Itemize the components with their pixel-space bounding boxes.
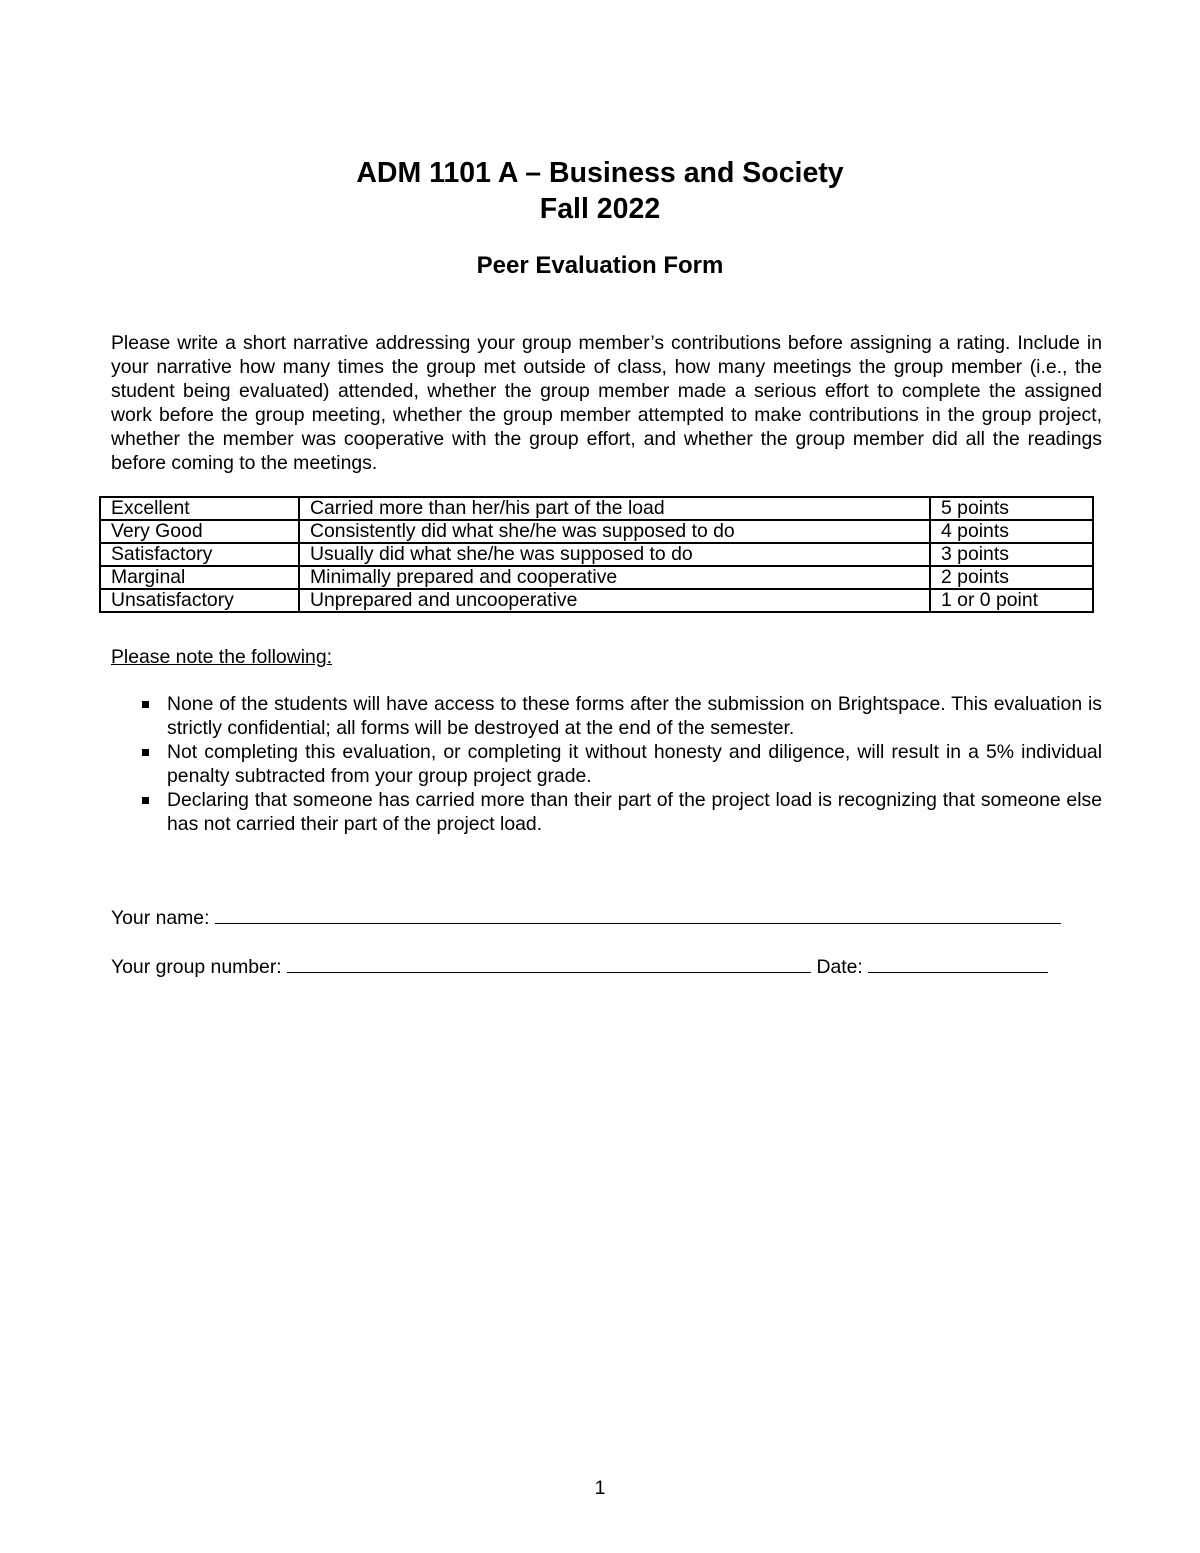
list-item <box>111 788 1102 836</box>
table-row <box>100 543 1093 566</box>
group-label: Your group number: <box>111 956 282 978</box>
table-row <box>100 589 1093 612</box>
note-text: None of the students will have access to these forms after the submission on Brightspace. This evaluation is strictly confidential; all forms will be destroyed at the end of the semester. <box>167 693 1102 739</box>
course-title: ADM 1101 A – Business and Society <box>356 157 844 189</box>
rating-cell: Marginal <box>100 566 299 589</box>
form-title: Peer Evaluation Form <box>476 252 724 279</box>
term-title: Fall 2022 <box>539 193 661 225</box>
rating-cell: Unsatisfactory <box>100 589 299 612</box>
points-cell: 4 points <box>930 520 1093 543</box>
list-item <box>111 740 1102 788</box>
note-text: Declaring that someone has carried more than their part of the project load is recognizing that someone else has not carried their part of the project load. <box>167 789 1102 835</box>
group-number-input-line[interactable] <box>287 954 811 973</box>
name-field-row <box>111 905 1061 930</box>
points-cell: 1 or 0 point <box>930 589 1093 612</box>
points-cell: 3 points <box>930 543 1093 566</box>
note-text: Not completing this evaluation, or completing it without honesty and diligence, will result in a 5% individual penalty subtracted from your group project grade. <box>167 741 1102 787</box>
square-bullet-icon <box>142 701 149 708</box>
square-bullet-icon <box>142 797 149 804</box>
table-row <box>100 497 1093 520</box>
points-cell: 5 points <box>930 497 1093 520</box>
points-cell: 2 points <box>930 566 1093 589</box>
notes-heading <box>111 645 332 669</box>
intro-paragraph: Please write a short narrative addressing your group member’s contributions before assigning a rating. Include in your narrative how many times the group met outside of class, how many meetings the group member (i.e., the student being evaluated) attended, whether the group member made a serious effort to complete the assigned work before the group meeting, whether the group member attempted to make contributions in the group project, whether the member was cooperative with the group effort, and whether the group member did all the readings before coming to the meetings. <box>111 332 1102 474</box>
description-cell: Minimally prepared and cooperative <box>299 566 930 589</box>
table-row <box>100 566 1093 589</box>
date-input-line[interactable] <box>868 954 1048 973</box>
group-field-row <box>111 954 1048 979</box>
rating-cell: Excellent <box>100 497 299 520</box>
name-label: Your name: <box>111 907 210 929</box>
square-bullet-icon <box>142 749 149 756</box>
date-label: Date: <box>816 956 863 978</box>
notes-heading-colon: : <box>326 646 332 668</box>
rating-cell: Very Good <box>100 520 299 543</box>
rating-scale-table <box>99 496 1094 613</box>
page-number: 1 <box>594 1477 606 1499</box>
rating-cell: Satisfactory <box>100 543 299 566</box>
description-cell: Carried more than her/his part of the load <box>299 497 930 520</box>
name-input-line[interactable] <box>215 905 1061 924</box>
description-cell: Unprepared and uncooperative <box>299 589 930 612</box>
notes-heading-text: Please note the following <box>111 646 327 668</box>
description-cell: Consistently did what she/he was supposed to do <box>299 520 930 543</box>
table-row <box>100 520 1093 543</box>
notes-list <box>111 692 1102 836</box>
description-cell: Usually did what she/he was supposed to do <box>299 543 930 566</box>
list-item <box>111 692 1102 740</box>
